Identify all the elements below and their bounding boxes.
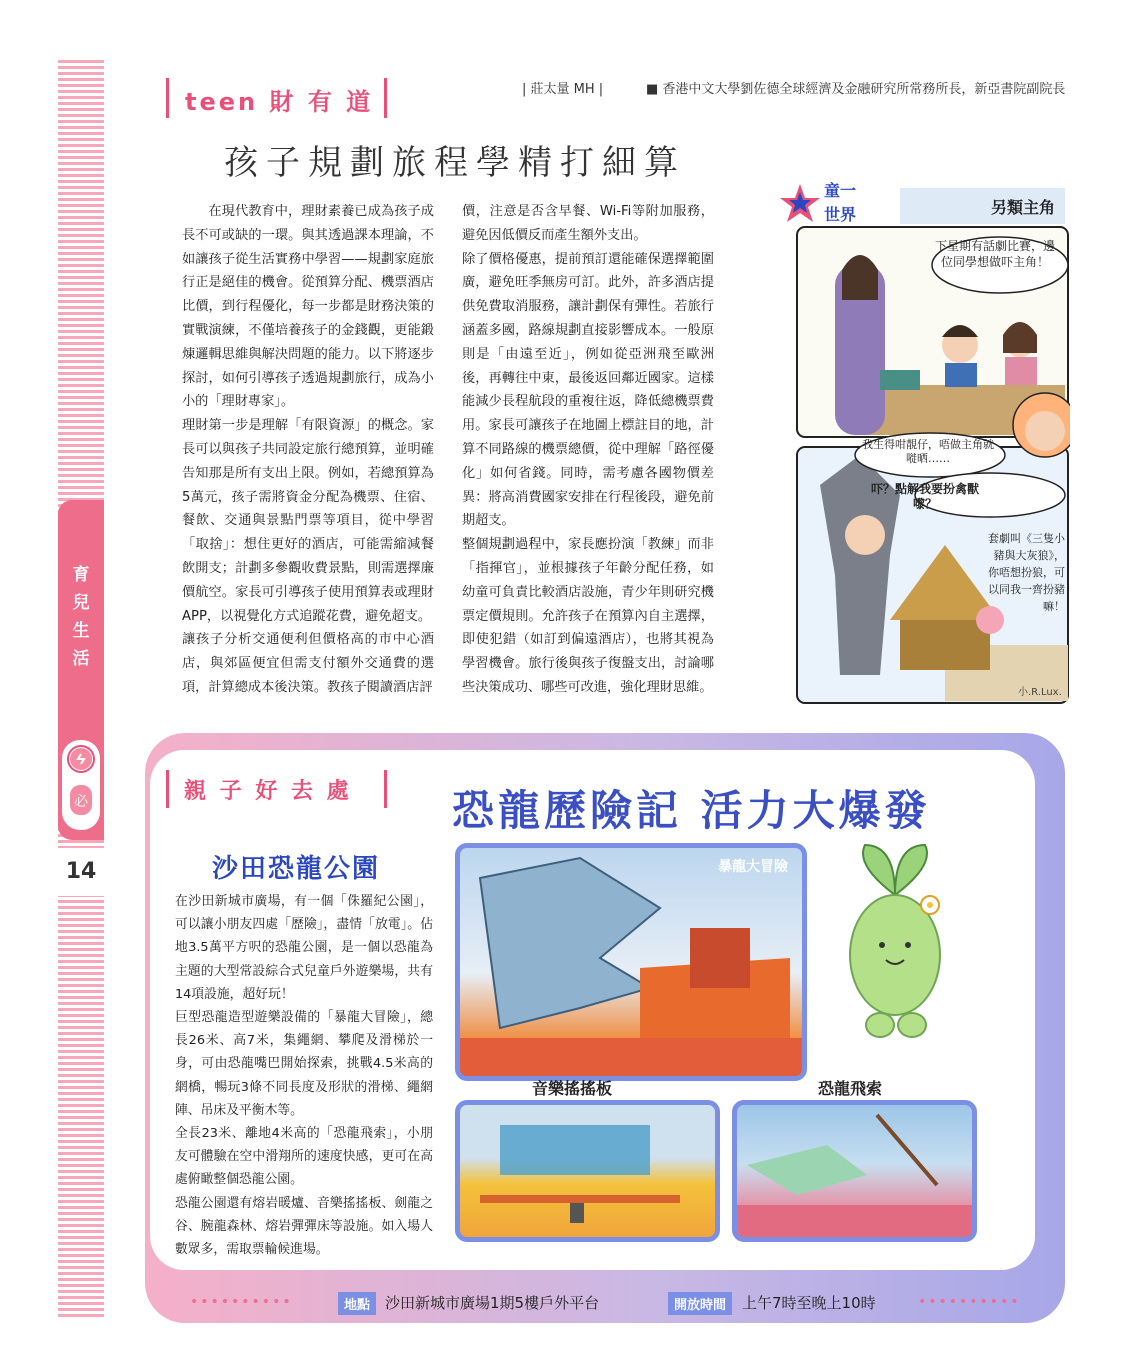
feature-body: 在沙田新城市廣場，有一個「侏羅紀公園」，可以讓小朋友四處「歷險」，盡情「放電」。佔地3.5萬平方呎的恐龍公園，是一個以恐龍為主題的大型常設綜合式兒童戶外遊樂場，共有14項設施，超好玩！ 巨型恐龍造型遊樂設備的「暴龍大冒險」，總長26米、高7米，集繩網、攀爬及滑梯於一身，可由恐龍嘴巴開始探索，挑戰4.5米高的網橋，暢玩3條不同長度及形狀的滑梯、繩網陣、吊床及平衡木等。 全長23米、離地4米高的「恐龍飛索」，小朋友可體驗在空中滑翔所的速度快感，更可在高處俯瞰整個恐龍公園。 恐龍公園還有熔岩暖爐、音樂搖搖板、劍龍之谷、腕龍森林、熔岩彈彈床等設施。如入場人數眾多，需取票輪候進場。: [175, 894, 433, 1258]
speech-bubble-boy: 我生得咁靚仔，唔做主角就嘥晒……: [862, 438, 994, 465]
photo-dino-zipline: [732, 1100, 977, 1242]
dots-decoration-right: ••••••••••: [918, 1294, 1021, 1310]
author-title: ■ 香港中文大學劉佐德全球經濟及金融研究所常務所長，新亞書院副院長: [646, 82, 1066, 97]
logo-line-2: 世界: [824, 205, 857, 224]
section-title: teen 財 有 道: [185, 88, 374, 116]
location-value: 沙田新城市廣場1期5樓戶外平台: [385, 1294, 600, 1312]
trex-structure-image: [460, 848, 802, 1076]
side-char: 育: [72, 565, 90, 585]
dots-decoration-left: ••••••••••: [190, 1294, 293, 1310]
zipline-image: [737, 1105, 972, 1237]
photo-music-seesaw: [455, 1100, 720, 1242]
speech-bubble-teacher: 下星期有話劇比賽，邊位同學想做吓主角！: [935, 239, 1056, 269]
speech-bubble-girl: 套劇叫《三隻小豬與大灰狼》，你唔想扮狼，可以同我一齊扮豬嘛！: [988, 532, 1065, 613]
section-bar-right: [384, 78, 387, 118]
feature-headline: 恐龍歷險記 活力大爆發: [452, 786, 931, 835]
bulb-outline: [62, 740, 100, 830]
section-bar-left-2: [166, 770, 169, 808]
side-char: 兒: [72, 593, 90, 613]
article-title: 孩子規劃旅程學精打細算: [224, 143, 686, 183]
article-column-2: 價，注意是否含早餐、Wi-Fi等附加服務，避免因低價反而產生額外支出。 除了價格優惠，提前預訂還能確保選擇範圍廣，避免旺季無房可訂。此外，許多酒店提供免費取消服務，讓計劃保有彈性。若旅行涵蓋多國，路線規劃直接影響成本。一般原則是「由遠至近」，例如從亞洲飛至歐洲後，再轉往中東，最後返回鄰近國家。這樣能減少長程航段的重複往返，降低總機票費用。家長可讓孩子在地圖上標註目的地，計算不同路線的機票總價，從中理解「路徑優化」如何省錢。同時，需考慮各國物價差異：將高消費國家安排在行程後段，避免前期超支。 整個規劃過程中，家長應扮演「教練」而非「指揮官」，並根據孩子年齡分配任務，如幼童可負責比較酒店設施，青少年則研究機票定價規則。允許孩子在預算內自主選擇，即使犯錯（如訂到偏遠酒店），也將其視為學習機會。旅行後與孩子復盤支出，討論哪些決策成功、哪些可改進，強化理財思維。: [462, 204, 714, 695]
star-icon: [780, 182, 820, 226]
mascot-sprout: [840, 835, 950, 1050]
info-bar: [180, 1290, 1030, 1316]
side-char: 生: [72, 621, 90, 641]
seesaw-image: [460, 1105, 715, 1237]
hours-label: 開放時間: [668, 1292, 732, 1315]
photo2-caption: 音樂搖搖板: [532, 1079, 613, 1098]
speech-bubble-wolf: 吓？點解我要扮禽獸嚟？: [870, 482, 979, 511]
hours-value: 上午7時至晚上10時: [742, 1294, 876, 1312]
svg-text:必: 必: [74, 794, 88, 810]
park-title: 沙田恐龍公園: [212, 854, 381, 884]
artist-signature: 小.R.Lux.: [1018, 687, 1062, 698]
location-label: 地點: [338, 1292, 376, 1315]
page-number: 14: [58, 848, 104, 896]
section-bar-left: [166, 78, 169, 118]
photo-trex-adventure: [455, 843, 807, 1081]
lightbulb-icon: [62, 740, 100, 830]
logo-line-1: 童一: [824, 181, 857, 200]
side-char: 活: [72, 649, 90, 669]
comic-title: 另類主角: [990, 198, 1055, 217]
section-bar-right-2: [384, 770, 387, 808]
photo3-caption: 恐龍飛索: [818, 1079, 883, 1098]
comic-logo: [780, 178, 890, 228]
article-column-1: 在現代教育中，理財素養已成為孩子成長不可或缺的一環。與其透過課本理論，不如讓孩子從生活實務中學習——規劃家庭旅行正是絕佳的機會。從預算分配、機票酒店比價，到行程優化，每一步都是財務決策的實戰演練，不僅培養孩子的金錢觀，更能鍛煉邏輯思維與解決問題的能力。以下將逐步探討，如何引導孩子透過規劃旅行，成為小小的「理財專家」。 理財第一步是理解「有限資源」的概念。家長可以與孩子共同設定旅行總預算，並明確告知那是所有支出上限。例如，若總預算為5萬元，孩子需將資金分配為機票、住宿、餐飲、交通與景點門票等項目，從中學習「取捨」：想住更好的酒店，可能需縮減餐飲開支；計劃多參觀收費景點，則需選擇廉價航空。家長可引導孩子使用預算表或理財APP，以視覺化方式追蹤花費，避免超支。 讓孩子分析交通便利但價格高的市中心酒店，與郊區便宜但需支付額外交通費的選項，計算總成本後決策。教孩子閱讀酒店評: [182, 204, 434, 695]
photo1-caption: 暴龍大冒險: [718, 859, 788, 875]
section-title-2: 親 子 好 去 處: [184, 779, 352, 804]
author-name: | 莊太量 MH |: [522, 82, 604, 97]
